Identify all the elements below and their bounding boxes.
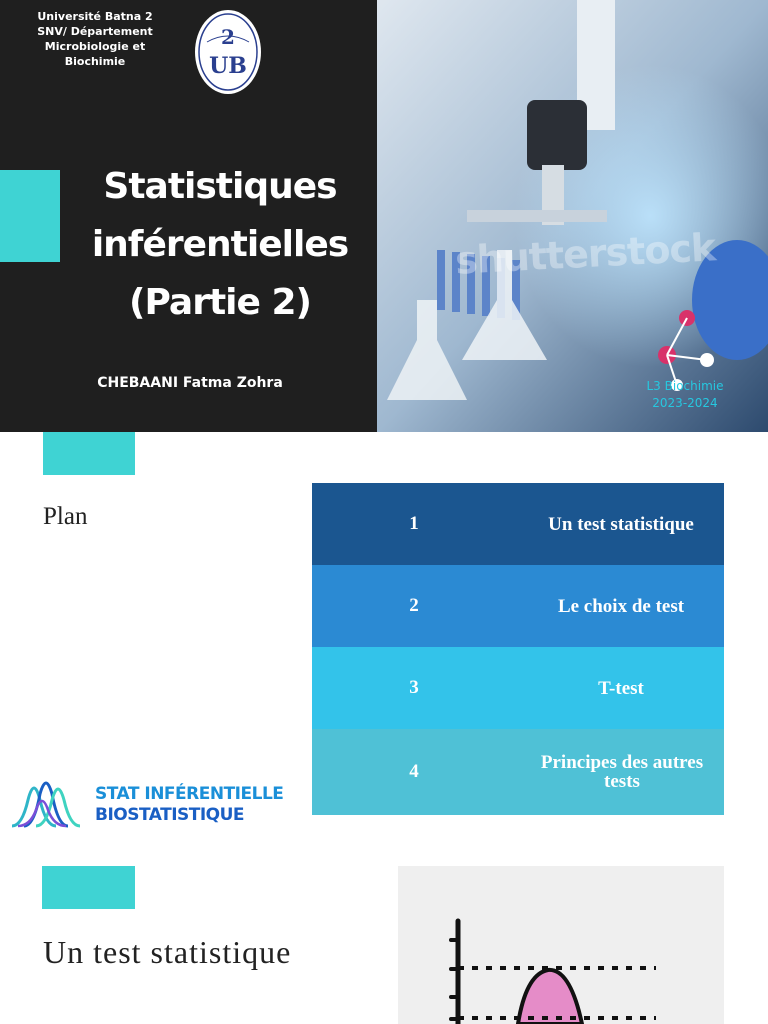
- title-slide: [0, 0, 768, 432]
- plan-row: [312, 729, 724, 815]
- plan-row-number: 4: [409, 761, 419, 782]
- plan-row-number: 3: [409, 677, 419, 698]
- accent-tab: [43, 432, 135, 475]
- logo-line: STAT INFÉRENTIELLE: [95, 784, 284, 804]
- accent-block: [0, 170, 60, 262]
- plan-row: [312, 647, 724, 729]
- university-logo: [193, 8, 263, 96]
- logo-text: UB: [209, 53, 247, 79]
- plan-row-label: Un test statistique: [548, 513, 694, 535]
- level-line: L3 Biochimie: [646, 379, 724, 393]
- distribution-illustration: [398, 866, 724, 1024]
- title-line: inférentielles: [91, 224, 349, 265]
- plan-row: [312, 565, 724, 647]
- level-line: 2023-2024: [652, 396, 718, 410]
- title-line: (Partie 2): [129, 282, 311, 323]
- plan-row: [312, 483, 724, 565]
- accent-tab: [42, 866, 135, 909]
- plan-row-label: Le choix de test: [557, 595, 685, 617]
- laboratory-photo: [377, 0, 768, 432]
- university-line: SNV/ Département: [37, 25, 153, 38]
- author-name: CHEBAANI Fatma Zohra: [97, 375, 283, 391]
- course-level: [620, 378, 750, 412]
- university-header: [30, 9, 160, 69]
- plan-row-number: 2: [409, 595, 419, 616]
- university-line: Université Batna 2: [37, 10, 153, 23]
- section-heading: Un test statistique: [43, 934, 292, 970]
- plan-row-label: T-test: [598, 677, 644, 699]
- university-line: Microbiologie et: [44, 40, 146, 53]
- plan-table: [312, 483, 724, 815]
- logo-number: 2: [221, 25, 235, 49]
- stock-watermark: shutterstock: [454, 225, 717, 283]
- slide-title: [70, 158, 370, 332]
- plan-row-label: Principes des autres tests: [540, 752, 704, 792]
- title-line: Statistiques: [103, 166, 337, 207]
- university-line: Biochimie: [64, 55, 126, 68]
- plan-row-number: 1: [409, 513, 419, 534]
- logo-line: BIOSTATISTIQUE: [95, 805, 245, 825]
- plan-heading: Plan: [43, 503, 88, 530]
